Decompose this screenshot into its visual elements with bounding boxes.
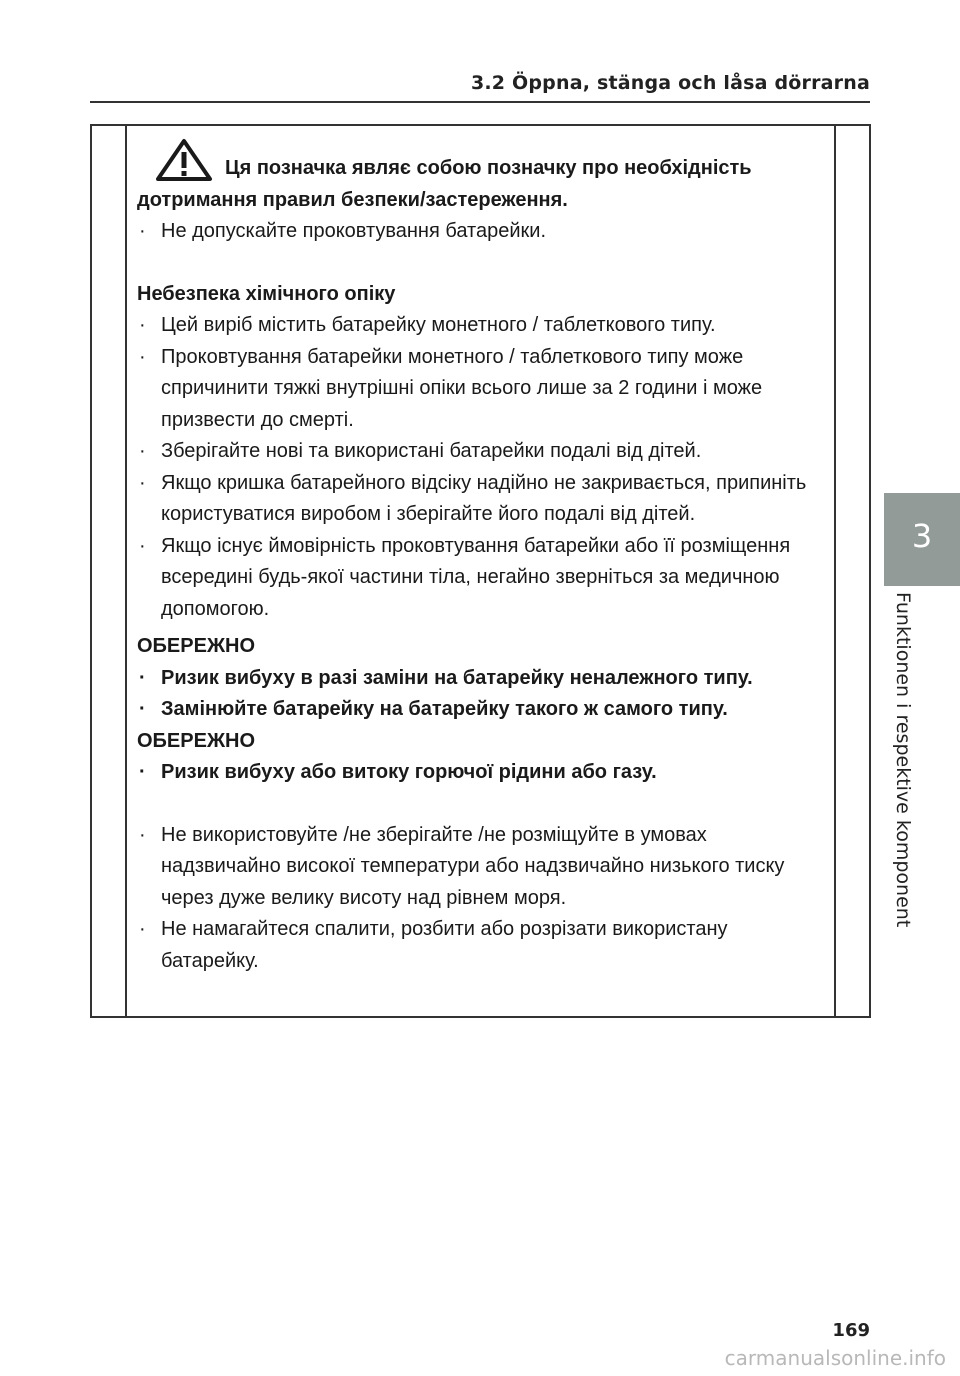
warning-intro: [137, 138, 822, 216]
list-item: · Цей виріб містить батарейку монетного / таблеткового типу.: [137, 310, 822, 342]
warning-box: [90, 124, 871, 1018]
list-item: · Якщо кришка батарейного відсіку надійно не закривається, припиніть користуватися виробом і зберігайте його подалі від дітей.: [137, 468, 822, 531]
caution-heading: ОБЕРЕЖНО: [137, 729, 256, 752]
bullet: ·: [139, 666, 146, 689]
page-number: 169: [832, 1320, 870, 1341]
chapter-number: 3: [911, 517, 933, 555]
bullet: ·: [139, 761, 146, 783]
warning-content: [137, 138, 822, 977]
header-divider: [90, 101, 870, 103]
list-item: · Не допускайте проковтування батарейки.: [137, 216, 822, 248]
list-item: · Ризик вибуху в разі заміни на батарейку неналежного типу.: [137, 663, 822, 695]
box-right-rule: [834, 126, 836, 1016]
chem-burn-heading: Небезпека хімічного опіку: [137, 282, 396, 305]
warning-triangle-icon: [155, 138, 213, 182]
section-title: 3.2 Öppna, stänga och låsa dörrarna: [470, 72, 870, 94]
chapter-tab: [884, 493, 960, 586]
chapter-label: Funktionen i respektive komponent: [892, 592, 914, 928]
list-item: · Зберігайте нові та використані батарейки подалі від дітей.: [137, 436, 822, 468]
warning-intro-line1: Ця позначка являє собою позначку про необхідність: [225, 157, 752, 179]
bullet: ·: [139, 345, 146, 368]
list-item: · Замінюйте батарейку на батарейку такого ж самого типу.: [137, 694, 822, 726]
bullet: ·: [139, 440, 146, 462]
box-left-rule: [125, 126, 127, 1016]
caution-heading: ОБЕРЕЖНО: [137, 635, 256, 657]
warning-intro-line2: дотримання правил безпеки/застереження.: [137, 188, 568, 211]
watermark: carmanualsonline.info: [724, 1346, 946, 1370]
list-item: · Проковтування батарейки монетного / таблеткового типу може спричинити тяжкі внутрішні опіки всього лише за 2 години і може призвести до смерті.: [137, 342, 822, 437]
list-item: · Не використовуйте /не зберігайте /не розміщуйте в умовах надзвичайно високої температури або надзвичайно низького тиску через дуже велику висоту над рівнем моря.: [137, 820, 822, 915]
list-item: · Ризик вибуху або витоку горючої рідини або газу.: [137, 757, 822, 789]
bullet: ·: [139, 698, 146, 720]
bullet: ·: [139, 471, 146, 494]
bullet: ·: [139, 918, 146, 940]
list-item: · Не намагайтеся спалити, розбити або розрізати використану батарейку.: [137, 914, 822, 977]
list-item: · Якщо існує ймовірність проковтування батарейки або її розміщення всередині будь-якої частини тіла, негайно зверніться за медичною допомогою.: [137, 531, 822, 626]
bullet: ·: [139, 534, 146, 557]
bullet: ·: [139, 314, 146, 336]
bullet: ·: [139, 220, 146, 242]
bullet: ·: [139, 823, 146, 846]
